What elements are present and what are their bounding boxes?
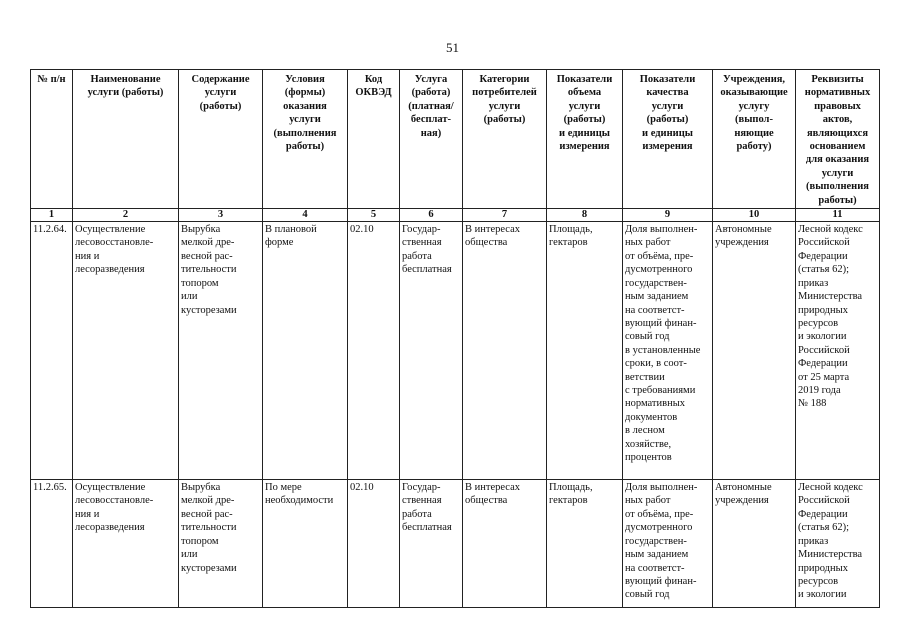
paid-free-cell: Государ- ственная работа бесплатная xyxy=(400,222,463,480)
column-number: 3 xyxy=(179,209,263,222)
table-row xyxy=(31,480,880,608)
table-row xyxy=(31,222,880,480)
consumer-category-cell: В интересах общества xyxy=(463,222,547,480)
column-number: 11 xyxy=(796,209,880,222)
quality-indicator-cell xyxy=(623,480,713,608)
column-number: 2 xyxy=(73,209,179,222)
header-conditions: Условия (формы) оказания услуги (выполнения работы) xyxy=(263,70,348,209)
service-name-text: Осуществление лесовосстановле- ния и лесоразведения xyxy=(75,482,154,534)
header-institutions: Учреждения, оказывающие услугу (выпол- няющие работу) xyxy=(713,70,796,209)
volume-indicator-cell: Площадь, гектаров xyxy=(547,222,623,480)
column-number: 5 xyxy=(348,209,400,222)
consumer-category-cell xyxy=(463,480,547,608)
quality-indicator-text: Доля выполнен- ных работ от объёма, пре- дусмотренного государствен- ным заданием на соответст- вующий финан- совый год xyxy=(625,482,698,601)
header-volume-indicators: Показатели объема услуги (работы) и единицы измерения xyxy=(547,70,623,209)
legal-acts-cell: Лесной кодекс Российской Федерации (статья 62); приказ Министерства природных ресурсов и экологии Российской Федерации от 25 марта 2019 года № 188 xyxy=(796,222,880,480)
column-number-row xyxy=(31,209,880,222)
page-number: 51 xyxy=(446,40,459,55)
quality-indicator-cell: Доля выполнен- ных работ от объёма, пре- дусмотренного государствен- ным заданием на соответст- вующий финан- совый год в установленные сроки, в соот- ветствии с требованиями нормативных документов в лесном хозяйстве, процентов xyxy=(623,222,713,480)
volume-indicator-cell xyxy=(547,480,623,608)
header-legal-acts: Реквизиты нормативных правовых актов, являющихся основанием для оказания услуги (выполнения работы) xyxy=(796,70,880,209)
column-number: 10 xyxy=(713,209,796,222)
header-okved-code: Код ОКВЭД xyxy=(348,70,400,209)
service-content-cell: Вырубка мелкой дре- весной рас- тительности топором или кусторезами xyxy=(179,222,263,480)
service-name-cell: Осуществление лесовосстановле- ния и лесоразведения xyxy=(73,222,179,480)
header-paid-free: Услуга (работа) (платная/ бесплат- ная) xyxy=(400,70,463,209)
table-header-row xyxy=(31,70,880,209)
paid-free-text: Государ- ственная работа бесплатная xyxy=(402,482,452,534)
row-number-cell: 11.2.64. xyxy=(31,222,73,480)
legal-acts-text: Лесной кодекс Российской Федерации (статья 62); приказ Министерства природных ресурсов и экологии xyxy=(798,482,863,601)
header-number: № п/н xyxy=(31,70,73,209)
column-number: 6 xyxy=(400,209,463,222)
header-service-name: Наименование услуги (работы) xyxy=(73,70,179,209)
service-content-cell xyxy=(179,480,263,608)
service-name-cell xyxy=(73,480,179,608)
okved-code-cell xyxy=(348,480,400,608)
conditions-cell: В плановой форме xyxy=(263,222,348,480)
paid-free-cell xyxy=(400,480,463,608)
conditions-text: По мере необходимости xyxy=(265,482,334,507)
column-number: 1 xyxy=(31,209,73,222)
column-number: 7 xyxy=(463,209,547,222)
institution-text: Автономные учреждения xyxy=(715,482,772,507)
row-number-cell xyxy=(31,480,73,608)
column-number: 4 xyxy=(263,209,348,222)
institution-cell xyxy=(713,480,796,608)
column-number: 9 xyxy=(623,209,713,222)
header-quality-indicators: Показатели качества услуги (работы) и единицы измерения xyxy=(623,70,713,209)
volume-indicator-text: Площадь, гектаров xyxy=(549,482,593,507)
header-consumer-categories: Категории потребителей услуги (работы) xyxy=(463,70,547,209)
header-service-content: Содержание услуги (работы) xyxy=(179,70,263,209)
column-number: 8 xyxy=(547,209,623,222)
service-content-text: Вырубка мелкой дре- весной рас- тительности топором или кусторезами xyxy=(181,482,237,574)
okved-code-text: 02.10 xyxy=(350,482,374,494)
services-register-table xyxy=(30,69,880,608)
conditions-cell xyxy=(263,480,348,608)
institution-cell: Автономные учреждения xyxy=(713,222,796,480)
okved-code-cell: 02.10 xyxy=(348,222,400,480)
consumer-category-text: В интересах общества xyxy=(465,482,520,507)
row-number-text: 11.2.65. xyxy=(33,482,67,494)
legal-acts-cell xyxy=(796,480,880,608)
